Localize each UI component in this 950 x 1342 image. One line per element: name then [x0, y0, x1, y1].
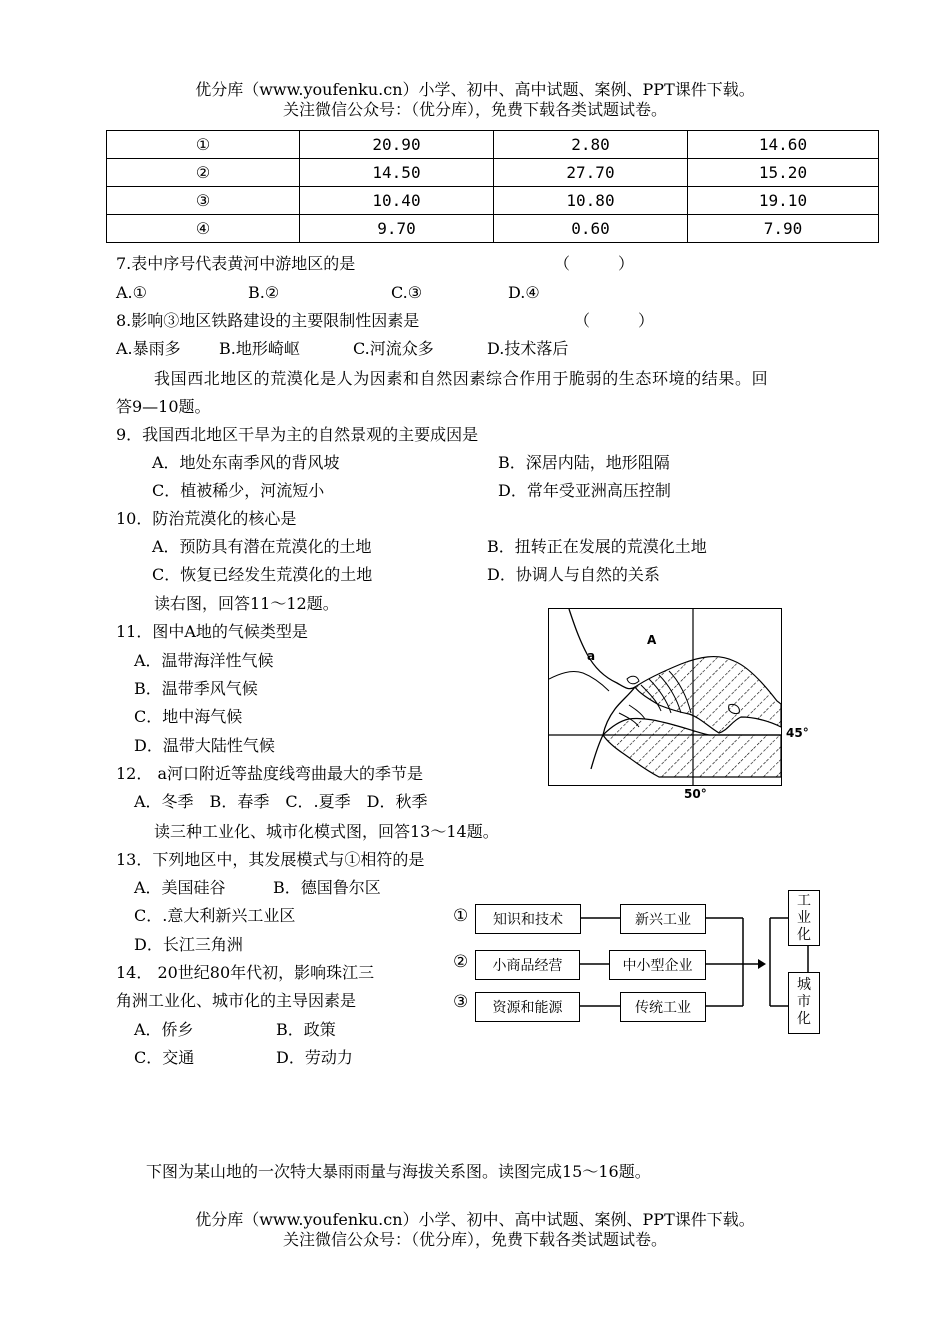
q10-option-b: B．扭转正在发展的荒漠化土地	[487, 537, 707, 556]
q7-option-d: D.④	[508, 283, 540, 302]
map-lon-label: 50°	[684, 787, 707, 801]
q8-option-b: B.地形崎岖	[219, 339, 300, 358]
map-lat-label: 45°	[786, 726, 809, 740]
q14-option-c: C．交通	[134, 1048, 195, 1067]
q11-option-b: B．温带季风气候	[134, 679, 258, 698]
q14-stem-line-2: 角洲工业化、城市化的主导因素是	[116, 991, 357, 1010]
map-label-a: a	[587, 649, 596, 663]
box-knowledge-technology: 知识和技术	[475, 904, 581, 934]
diagram-num-1: ①	[453, 906, 469, 926]
q14-stem-line-1: 14． 20世纪80年代初，影响珠江三	[116, 963, 375, 982]
industrialization-char: 化	[797, 927, 811, 943]
urbanization-char: 市	[797, 994, 811, 1010]
q9-stem: 9．我国西北地区干旱为主的自然景观的主要成因是	[116, 425, 479, 444]
q9-option-b: B．深居内陆，地形阻隔	[498, 453, 670, 472]
q13-option-d: D．长江三角洲	[134, 935, 243, 954]
q10-option-c: C．恢复已经发生荒漠化的土地	[152, 565, 373, 584]
q13-option-b: B．德国鲁尔区	[273, 878, 381, 897]
intro-13: 读三种工业化、城市化模式图，回答13～14题。	[154, 822, 499, 841]
table-row	[107, 159, 879, 187]
box-resources-energy: 资源和能源	[475, 992, 580, 1022]
header-line-2: 关注微信公众号：（优分库），免费下载各类试题试卷。	[282, 100, 667, 119]
table-row	[107, 187, 879, 215]
box-urbanization	[788, 972, 820, 1034]
box-traditional-industry: 传统工业	[620, 992, 706, 1022]
industrialization-char: 工	[797, 893, 811, 909]
q11-option-c: C．地中海气候	[134, 707, 243, 726]
q8-answer-paren: （ ）	[574, 311, 655, 330]
q11-option-a: A．温带海洋性气候	[134, 651, 274, 670]
map-label-A: A	[647, 633, 657, 647]
q13-option-a: A．美国硅谷	[134, 878, 226, 897]
q7-option-b: B.②	[248, 283, 280, 302]
diagram-num-3: ③	[453, 992, 469, 1012]
footer-line-1: 优分库（www.youfenku.cn）小学、初中、高中试题、案例、PPT课件下载。	[195, 1210, 755, 1229]
q9-option-a: A．地处东南季风的背风坡	[152, 453, 340, 472]
diagram-num-2: ②	[453, 952, 469, 972]
q10-stem: 10．防治荒漠化的核心是	[116, 509, 297, 528]
header-line-1: 优分库（www.youfenku.cn）小学、初中、高中试题、案例、PPT课件下载。	[195, 80, 755, 99]
intro-11: 读右图，回答11～12题。	[154, 594, 339, 613]
data-table	[106, 130, 879, 243]
q14-option-b: B．政策	[276, 1020, 336, 1039]
map-figure	[548, 608, 782, 786]
table-cell: ②	[107, 159, 300, 187]
q9-option-c: C．植被稀少，河流短小	[152, 481, 325, 500]
table-cell: 9.70	[300, 215, 494, 243]
table-cell: 15.20	[688, 159, 879, 187]
urbanization-char: 城	[797, 977, 811, 993]
table-cell: 14.60	[688, 131, 879, 159]
q13-stem: 13．下列地区中，其发展模式与①相符的是	[116, 850, 425, 869]
q13-option-c: C．.意大利新兴工业区	[134, 906, 296, 925]
q9-option-d: D．常年受亚洲高压控制	[498, 481, 671, 500]
q7-stem: 7.表中序号代表黄河中游地区的是	[116, 254, 356, 273]
q11-stem: 11．图中A地的气候类型是	[116, 622, 308, 641]
box-industrialization	[788, 890, 820, 946]
table-cell: ③	[107, 187, 300, 215]
box-emerging-industry: 新兴工业	[620, 904, 706, 934]
intro-9-line-1: 我国西北地区的荒漠化是人为因素和自然因素综合作用于脆弱的生态环境的结果。回	[154, 369, 769, 388]
table-cell: 10.80	[494, 187, 688, 215]
table-cell: ①	[107, 131, 300, 159]
footer-line-2: 关注微信公众号：（优分库），免费下载各类试题试卷。	[282, 1230, 667, 1249]
table-cell: 14.50	[300, 159, 494, 187]
table-row	[107, 215, 879, 243]
q7-option-a: A.①	[116, 283, 147, 302]
q8-option-a: A.暴雨多	[116, 339, 181, 358]
box-small-commodity: 小商品经营	[475, 950, 580, 980]
q8-stem: 8.影响③地区铁路建设的主要限制性因素是	[116, 311, 420, 330]
q12-stem: 12． a河口附近等盐度线弯曲最大的季节是	[116, 764, 423, 783]
q14-option-a: A．侨乡	[134, 1020, 194, 1039]
table-cell: 19.10	[688, 187, 879, 215]
q8-option-c: C.河流众多	[353, 339, 434, 358]
table-cell: ④	[107, 215, 300, 243]
intro-15: 下图为某山地的一次特大暴雨雨量与海拔关系图。读图完成15～16题。	[146, 1162, 651, 1181]
q11-option-d: D．温带大陆性气候	[134, 736, 275, 755]
intro-9-line-2: 答9—10题。	[116, 397, 211, 416]
q10-option-d: D．协调人与自然的关系	[487, 565, 660, 584]
table-cell: 7.90	[688, 215, 879, 243]
q10-option-a: A．预防具有潜在荒漠化的土地	[152, 537, 372, 556]
industrialization-char: 业	[797, 910, 811, 926]
table-cell: 27.70	[494, 159, 688, 187]
q12-options: A．冬季 B．春季 C．.夏季 D．秋季	[134, 792, 428, 811]
q7-answer-paren: （ ）	[554, 254, 635, 273]
q8-option-d: D.技术落后	[487, 339, 569, 358]
q14-option-d: D．劳动力	[276, 1048, 353, 1067]
table-cell: 0.60	[494, 215, 688, 243]
table-cell: 2.80	[494, 131, 688, 159]
q7-option-c: C.③	[391, 283, 423, 302]
box-small-medium-enterprise: 中小型企业	[609, 950, 706, 980]
table-cell: 10.40	[300, 187, 494, 215]
table-cell: 20.90	[300, 131, 494, 159]
map-drawing	[549, 609, 781, 785]
urbanization-char: 化	[797, 1011, 811, 1027]
table-row	[107, 131, 879, 159]
